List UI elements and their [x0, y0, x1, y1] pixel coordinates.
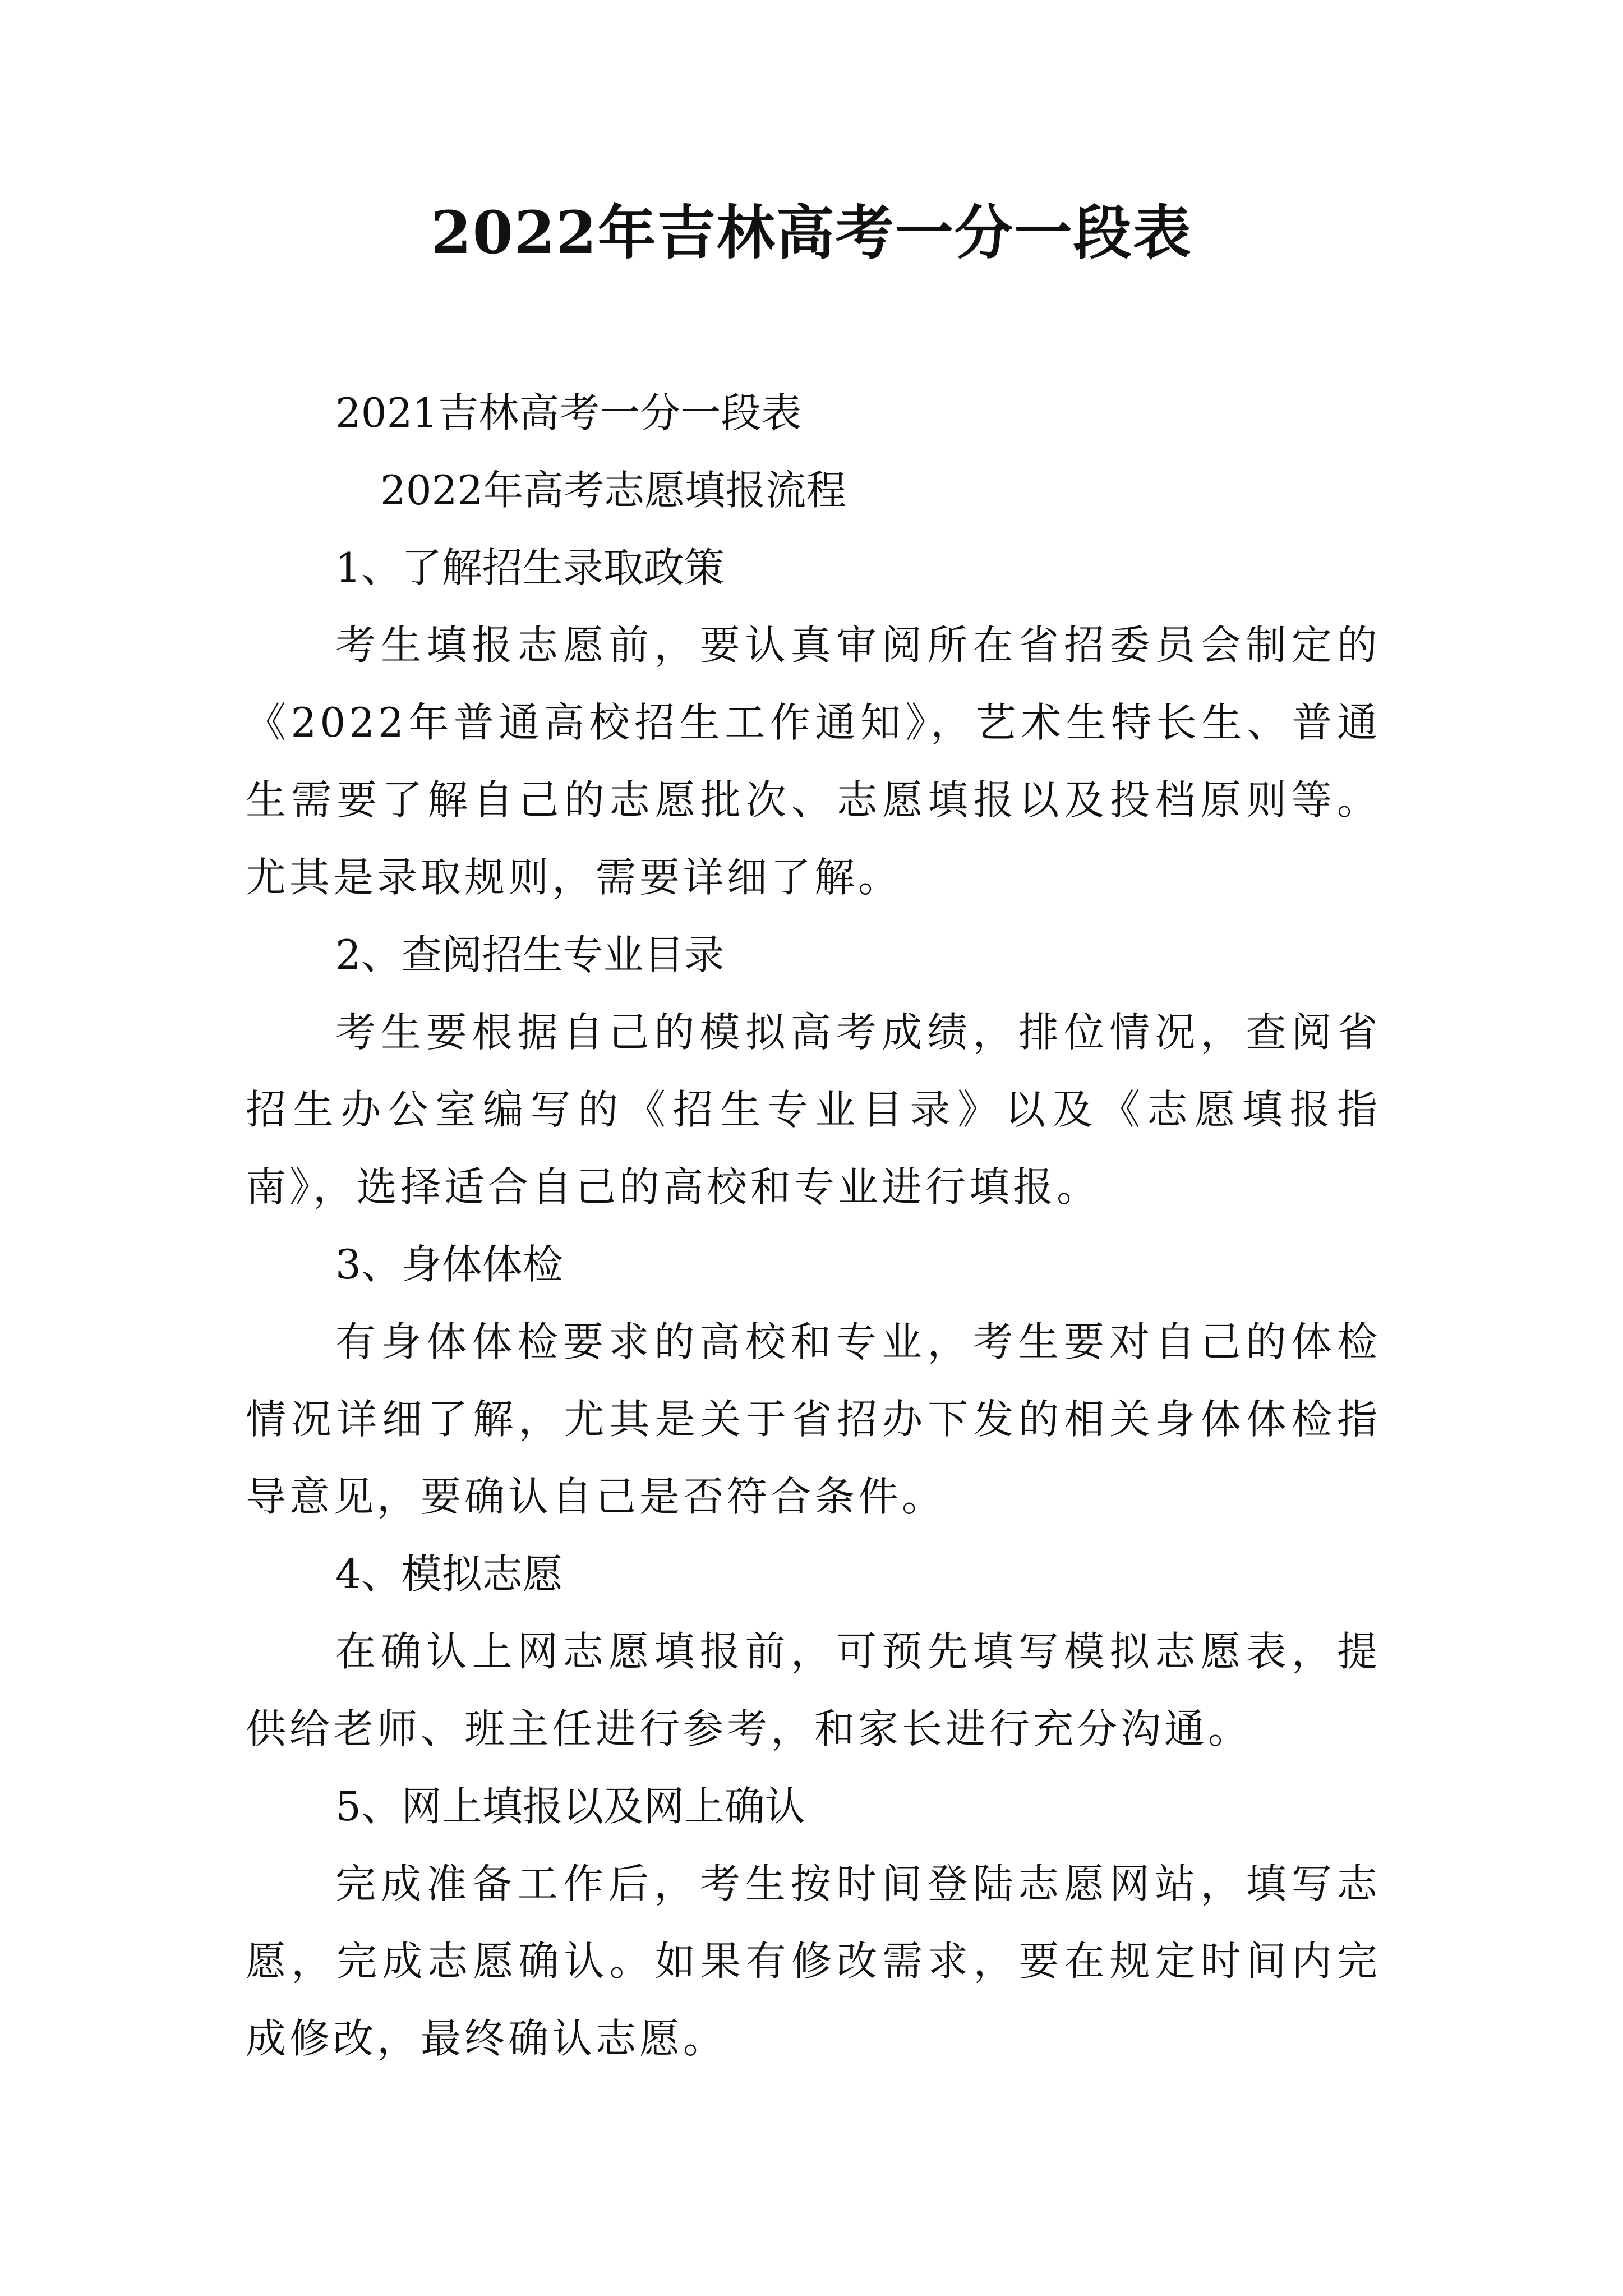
- section-heading: 3、身体体检: [335, 1241, 563, 1288]
- document-body: [246, 374, 1381, 2077]
- section-heading: 2、查阅招生专业目录: [335, 931, 725, 978]
- section-paragraph: 在确认上网志愿填报前，可预先填写模拟志愿表，提供给老师、班主任进行参考，和家长进行充分沟通。: [246, 1628, 1381, 1752]
- section-heading: 4、模拟志愿: [335, 1550, 563, 1598]
- section-heading: 5、网上填报以及网上确认: [335, 1783, 805, 1830]
- subheading-process: 2022年高考志愿填报流程: [380, 467, 847, 514]
- subheading-2021: 2021吉林高考一分一段表: [335, 389, 802, 436]
- section-paragraph: 考生要根据自己的模拟高考成绩，排位情况，查阅省招生办公室编写的《招生专业目录》以及《志愿填报指南》，选择适合自己的高校和专业进行填报。: [246, 1009, 1381, 1211]
- section-paragraph: 考生填报志愿前，要认真审阅所在省招委员会制定的《2022年普通高校招生工作通知》，艺术生特长生、普通生需要了解自己的志愿批次、志愿填报以及投档原则等。尤其是录取规则，需要详细了解。: [246, 622, 1381, 901]
- section-paragraph: 有身体体检要求的高校和专业，考生要对自己的体检情况详细了解，尤其是关于省招办下发的相关身体体检指导意见，要确认自己是否符合条件。: [246, 1318, 1381, 1520]
- document-title: 2022年吉林高考一分一段表: [431, 198, 1192, 267]
- section-paragraph: 完成准备工作后，考生按时间登陆志愿网站，填写志愿，完成志愿确认。如果有修改需求，要在规定时间内完成修改，最终确认志愿。: [246, 1860, 1381, 2062]
- section-heading: 1、了解招生录取政策: [335, 544, 725, 591]
